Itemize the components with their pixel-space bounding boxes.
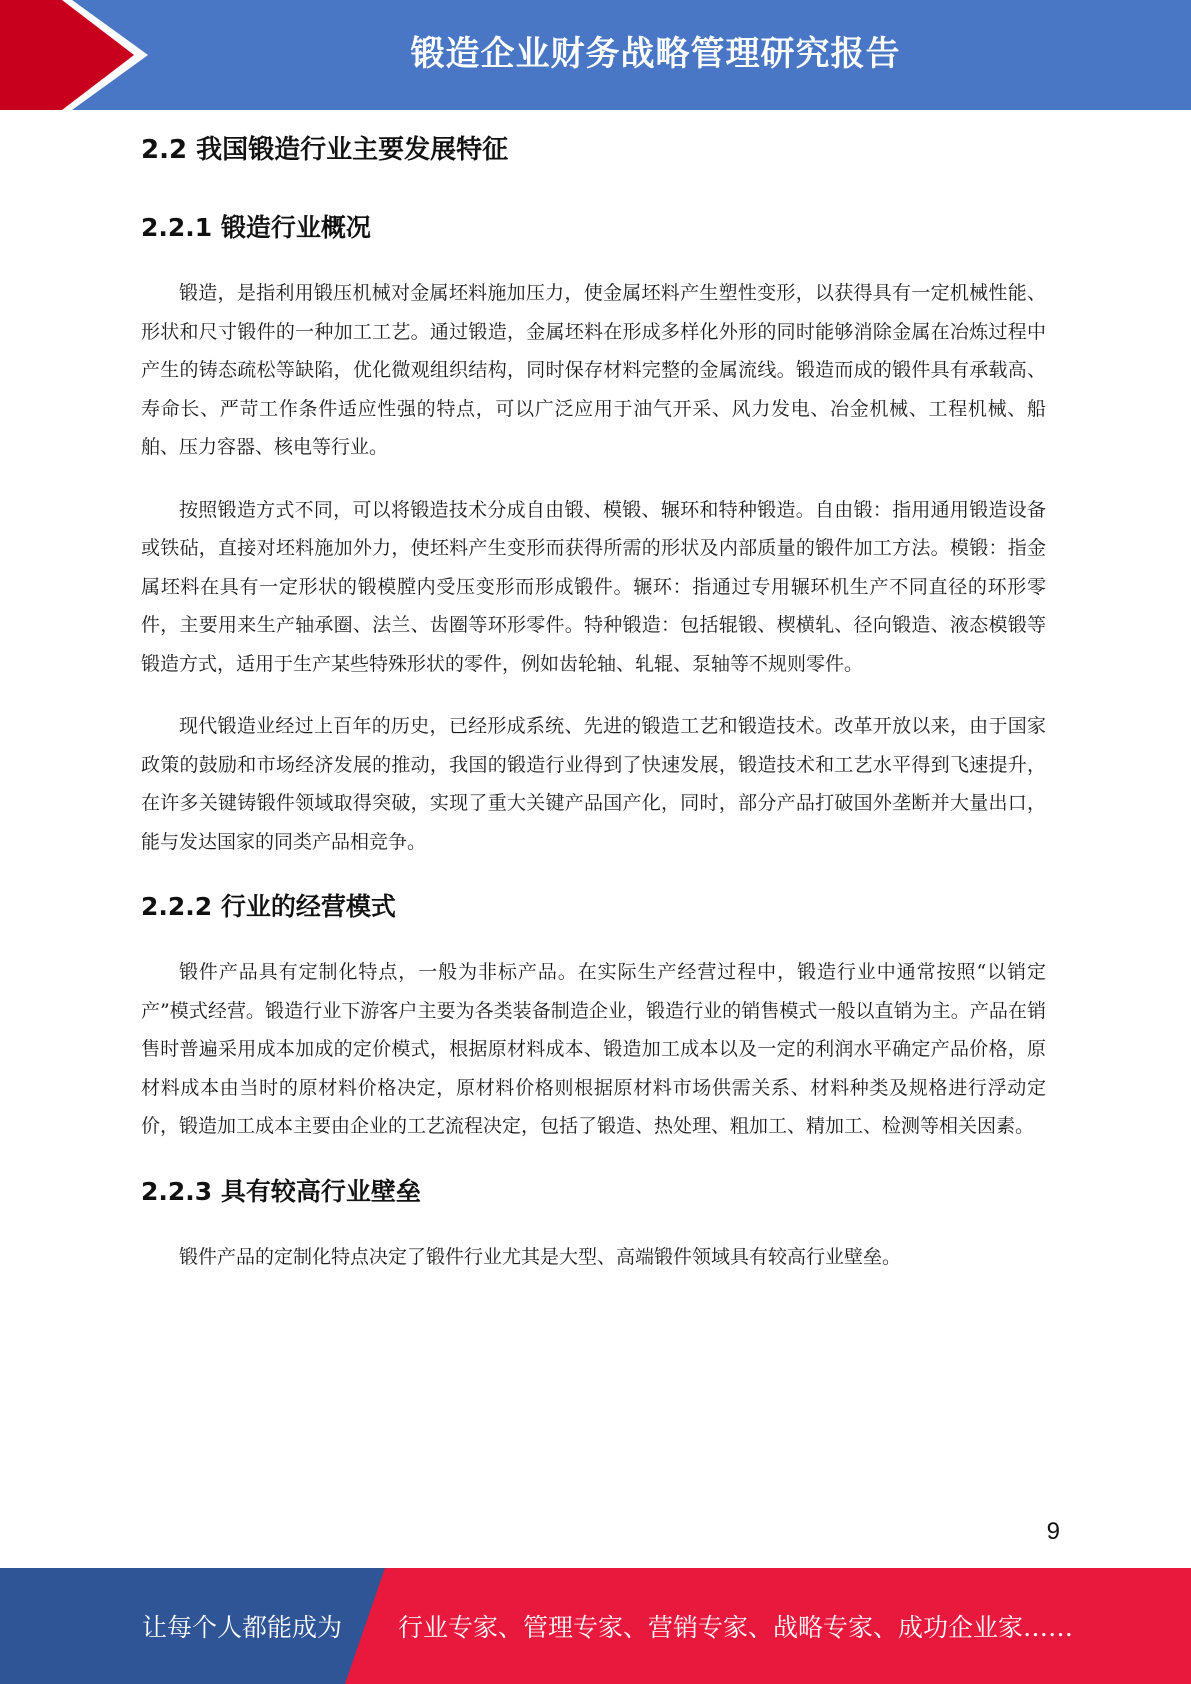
paragraph: 锻造，是指利用锻压机械对金属坯料施加压力，使金属坯料产生塑性变形，以获得具有一定机械性能、形状和尺寸锻件的一种加工工艺。通过锻造，金属坯料在形成多样化外形的同时能够消除金属在冶炼过程中产生的铸态疏松等缺陷，优化微观组织结构，同时保存材料完整的金属流线。锻造而成的锻件具有承载高、寿命长、严苛工作条件适应性强的特点，可以广泛应用于油气开采、风力发电、冶金机械、工程机械、船舶、压力容器、核电等行业。	[141, 282, 1046, 458]
paragraph: 锻件产品具有定制化特点，一般为非标产品。在实际生产经营过程中，锻造行业中通常按照“以销定产”模式经营。锻造行业下游客户主要为各类装备制造企业，锻造行业的销售模式一般以直销为主。产品在销售时普遍采用成本加成的定价模式，根据原材料成本、锻造加工成本以及一定的利润水平确定产品价格，原材料成本由当时的原材料价格决定，原材料价格则根据原材料市场供需关系、材料种类及规格进行浮动定价，锻造加工成本主要由企业的工艺流程决定，包括了锻造、热处理、粗加工、精加工、检测等相关因素。	[141, 961, 1046, 1137]
page-number: 9	[1046, 1518, 1060, 1545]
paragraph: 按照锻造方式不同，可以将锻造技术分成自由锻、模锻、辗环和特种锻造。自由锻：指用通用锻造设备或铁砧，直接对坯料施加外力，使坯料产生变形而获得所需的形状及内部质量的锻件加工方法。模锻：指金属坯料在具有一定形状的锻模膛内受压变形而形成锻件。辗环：指通过专用辗环机生产不同直径的环形零件，主要用来生产轴承圈、法兰、齿圈等环形零件。特种锻造：包括辊锻、楔横轧、径向锻造、液态模锻等锻造方式，适用于生产某些特殊形状的零件，例如齿轮轴、轧辊、泵轴等不规则零件。	[141, 498, 1046, 675]
main-content	[141, 128, 1046, 1276]
paragraph: 锻件产品的定制化特点决定了锻件行业尤其是大型、高端锻件领域具有较高行业壁垒。	[179, 1245, 902, 1268]
subsection-heading-2-2-2: 2.2.2 行业的经营模式	[141, 892, 396, 921]
report-title: 锻造企业财务战略管理研究报告	[410, 34, 901, 74]
footer-slogan-left: 让每个人都能成为	[142, 1613, 343, 1642]
section-heading: 2.2 我国锻造行业主要发展特征	[141, 135, 509, 165]
subsection-heading-2-2-1: 2.2.1 锻造行业概况	[141, 213, 371, 242]
page-footer	[0, 1568, 1191, 1684]
paragraph: 现代锻造业经过上百年的历史，已经形成系统、先进的锻造工艺和锻造技术。改革开放以来，由于国家政策的鼓励和市场经济发展的推动，我国的锻造行业得到了快速发展，锻造技术和工艺水平得到飞速提升，在许多关键铸锻件领域取得突破，实现了重大关键产品国产化，同时，部分产品打破国外垄断并大量出口，能与发达国家的同类产品相竞争。	[141, 715, 1046, 853]
footer-slogan-right: 行业专家、管理专家、营销专家、战略专家、成功企业家……	[398, 1613, 1074, 1642]
page-header	[0, 0, 1191, 110]
subsection-heading-2-2-3: 2.2.3 具有较高行业壁垒	[141, 1176, 421, 1206]
